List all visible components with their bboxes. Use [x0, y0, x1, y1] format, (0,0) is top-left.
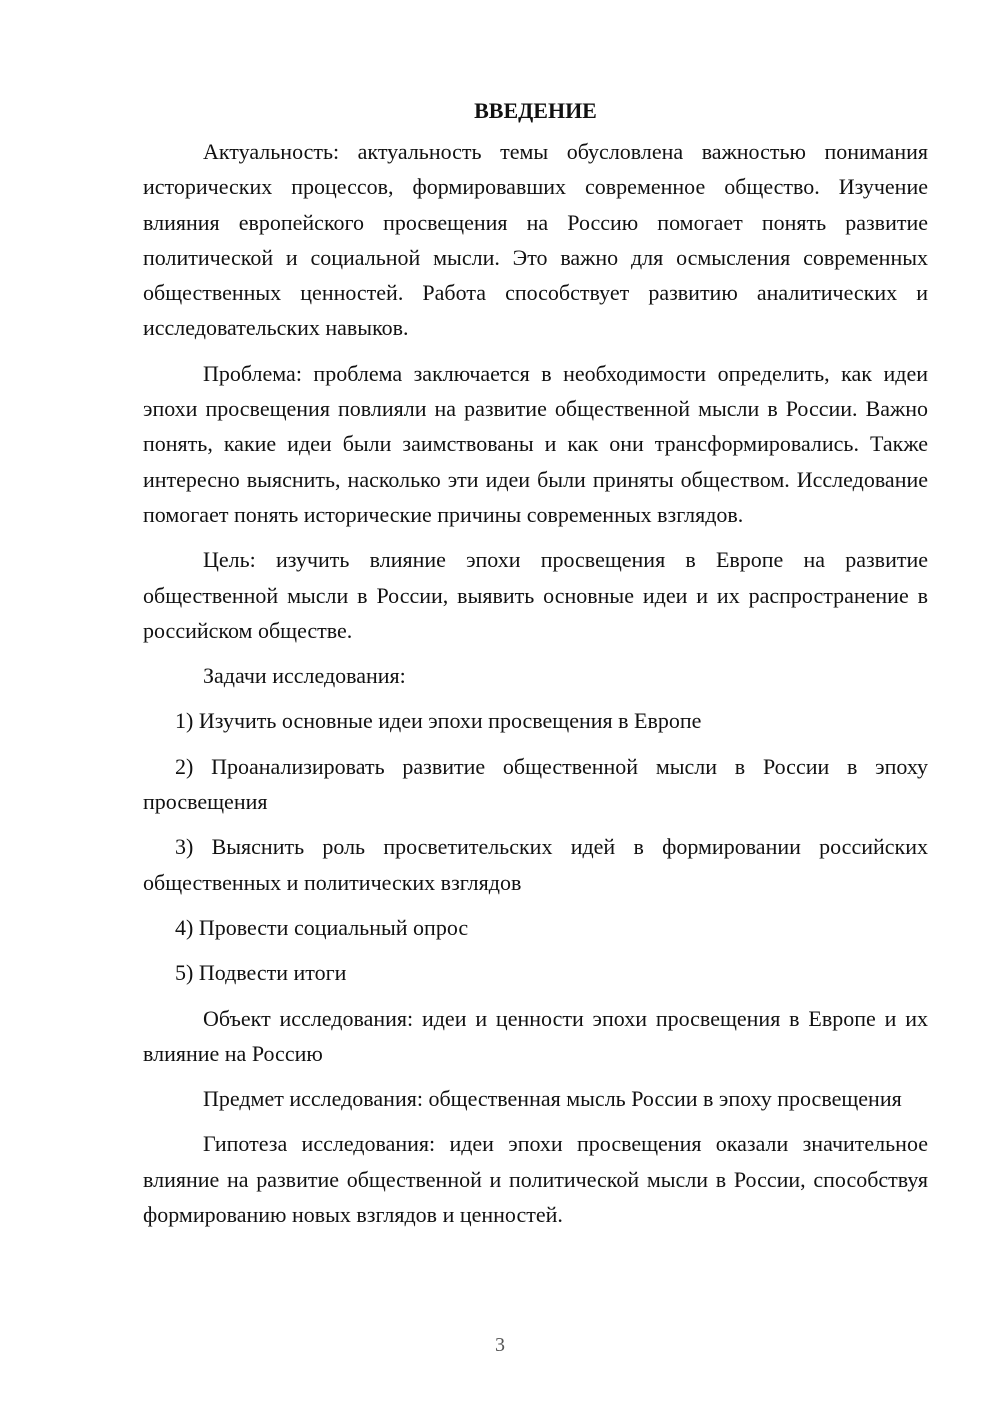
document-body: [143, 96, 928, 1242]
hypothesis-paragraph: Гипотеза исследования: идеи эпохи просвещения оказали значительное влияние на развитие общественной и политической мысли в России, способствуя формированию новых взглядов и ценностей.: [143, 1131, 928, 1228]
page-number: 3: [495, 1334, 505, 1356]
tasks-heading: Задачи исследования:: [203, 663, 406, 689]
subject-paragraph: Предмет исследования: общественная мысль России в эпоху просвещения: [203, 1086, 902, 1112]
task-item-5: 5) Подвести итоги: [175, 960, 347, 986]
task-item-1: 1) Изучить основные идеи эпохи просвещения в Европе: [175, 708, 702, 734]
goal-paragraph: Цель: изучить влияние эпохи просвещения в Европе на развитие общественной мысли в России, выявить основные идеи и их распространение в российском обществе.: [143, 547, 928, 643]
section-title: ВВЕДЕНИЕ: [474, 98, 597, 123]
object-paragraph: Объект исследования: идеи и ценности эпохи просвещения в Европе и их влияние на Россию: [143, 1005, 928, 1066]
task-item-4: 4) Провести социальный опрос: [175, 914, 469, 940]
relevance-paragraph: Актуальность: актуальность темы обусловлена важностью понимания исторических процессов, формировавших современное общество. Изучение влияния европейского просвещения на Россию помогает понять развитие политической и социальной мысли. Это важно для осмысления современных общественных ценностей. Работа способствует развитию аналитических и исследовательских навыков.: [143, 139, 928, 341]
task-item-3: 3) Выяснить роль просветительских идей в формировании российских общественных и политических взглядов: [143, 834, 928, 895]
problem-paragraph: Проблема: проблема заключается в необходимости определить, как идеи эпохи просвещения повлияли на развитие общественной мысли в России. Важно понять, какие идеи были заимствованы и как они трансформировались. Также интересно выяснить, насколько эти идеи были приняты обществом. Исследование помогает понять исторические причины современных взглядов.: [143, 360, 928, 527]
task-item-2: 2) Проанализировать развитие общественной мысли в России в эпоху просвещения: [143, 753, 928, 815]
